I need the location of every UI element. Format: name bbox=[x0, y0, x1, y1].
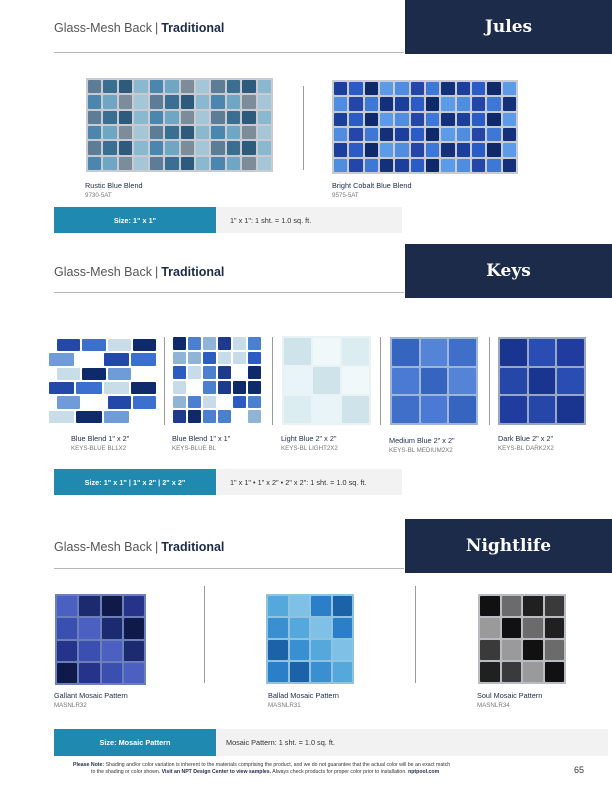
note-line-2b: Visit an NPT Design Center to view samples. bbox=[161, 769, 272, 775]
tile-swatch-medium-blue-2x2 bbox=[390, 337, 478, 425]
breadcrumb-separator: | bbox=[154, 265, 159, 279]
tile-swatch-bright-cobalt-blue-blend bbox=[332, 80, 518, 174]
note-line-2a: to the shading or color shown. bbox=[91, 769, 161, 775]
product-code: KEYS-BL MEDIUM2X2 bbox=[389, 447, 453, 454]
size-coverage: 1" x 1": 1 sht. = 1.0 sq. ft. bbox=[216, 207, 402, 233]
breadcrumb-right: Traditional bbox=[161, 21, 225, 35]
product-code: KEYS-BLUE BL bbox=[172, 445, 217, 452]
product-name: Rustic Blue Blend bbox=[85, 181, 143, 190]
product-name: Bright Cobalt Blue Blend bbox=[332, 181, 412, 190]
breadcrumb-right: Traditional bbox=[161, 540, 225, 554]
product-name: Soul Mosaic Pattern bbox=[477, 691, 543, 700]
disclaimer-note bbox=[73, 762, 493, 776]
product-code: KEYS-BL DARK2X2 bbox=[498, 445, 554, 452]
tile-swatch-blue-blend-1x1 bbox=[171, 335, 263, 425]
tile-swatch-light-blue-2x2 bbox=[282, 336, 371, 425]
product-name: Gallant Mosaic Pattern bbox=[54, 691, 128, 700]
product-name: Dark Blue 2" x 2" bbox=[498, 434, 554, 443]
divider bbox=[54, 568, 404, 569]
divider bbox=[415, 586, 416, 683]
product-name: Blue Blend 1" x 2" bbox=[71, 434, 130, 443]
note-line-1: Shading and/or color variation is inherent to the materials comprising the product, and we do not guarantee that the actual color will be an exact match bbox=[105, 762, 451, 768]
collection-title-keys: Keys bbox=[405, 244, 612, 298]
page-number: 65 bbox=[573, 765, 584, 775]
divider bbox=[303, 86, 304, 170]
product-name: Light Blue 2" x 2" bbox=[281, 434, 337, 443]
breadcrumb-separator: | bbox=[154, 540, 159, 554]
product-name: Medium Blue 2" x 2" bbox=[389, 436, 455, 445]
product-code: 9730-5AT bbox=[85, 192, 112, 199]
divider bbox=[380, 337, 381, 425]
note-line-2c: Always check products for proper color prior to installation. bbox=[272, 769, 407, 775]
collection-title-nightlife: Nightlife bbox=[405, 519, 612, 573]
tile-swatch-gallant-mosaic-pattern bbox=[55, 594, 146, 685]
product-code: KEYS-BL LIGHT2X2 bbox=[281, 445, 338, 452]
breadcrumb-left: Glass-Mesh Back bbox=[54, 21, 152, 35]
tile-swatch-blue-blend-1x2 bbox=[55, 337, 158, 425]
tile-swatch-dark-blue-2x2 bbox=[498, 337, 586, 425]
divider bbox=[204, 586, 205, 683]
size-bar-jules bbox=[54, 207, 402, 233]
tile-swatch-ballad-mosaic-pattern bbox=[266, 594, 354, 684]
tile-swatch-rustic-blue-blend bbox=[86, 78, 273, 172]
divider bbox=[54, 52, 404, 53]
product-name: Ballad Mosaic Pattern bbox=[268, 691, 339, 700]
breadcrumb-keys bbox=[54, 265, 224, 279]
note-prefix: Please Note: bbox=[73, 762, 105, 768]
divider bbox=[272, 337, 273, 425]
divider bbox=[489, 337, 490, 425]
breadcrumb-jules bbox=[54, 21, 224, 35]
breadcrumb-left: Glass-Mesh Back bbox=[54, 265, 152, 279]
product-code: 9575-5AT bbox=[332, 192, 359, 199]
size-bar-nightlife bbox=[54, 729, 608, 756]
size-coverage: 1" x 1" • 1" x 2" • 2" x 2": 1 sht. = 1.0 sq. ft. bbox=[216, 469, 402, 495]
product-code: MASNLR31 bbox=[268, 702, 301, 709]
size-bar-keys bbox=[54, 469, 402, 495]
tile-swatch-soul-mosaic-pattern bbox=[478, 594, 566, 684]
size-label: Size: 1" x 1" bbox=[54, 207, 216, 233]
divider bbox=[164, 337, 165, 425]
size-label: Size: Mosaic Pattern bbox=[54, 729, 216, 756]
product-code: MASNLR32 bbox=[54, 702, 87, 709]
collection-title-jules: Jules bbox=[405, 0, 612, 54]
size-coverage: Mosaic Pattern: 1 sht. = 1.0 sq. ft. bbox=[216, 729, 608, 756]
product-code: KEYS-BLUE BL1X2 bbox=[71, 445, 127, 452]
product-name: Blue Blend 1" x 1" bbox=[172, 434, 231, 443]
breadcrumb-nightlife bbox=[54, 540, 224, 554]
breadcrumb-separator: | bbox=[154, 21, 159, 35]
breadcrumb-right: Traditional bbox=[161, 265, 225, 279]
divider bbox=[54, 292, 404, 293]
product-code: MASNLR34 bbox=[477, 702, 510, 709]
website-link[interactable]: nptpool.com bbox=[408, 769, 440, 775]
size-label: Size: 1" x 1" | 1" x 2" | 2" x 2" bbox=[54, 469, 216, 495]
breadcrumb-left: Glass-Mesh Back bbox=[54, 540, 152, 554]
